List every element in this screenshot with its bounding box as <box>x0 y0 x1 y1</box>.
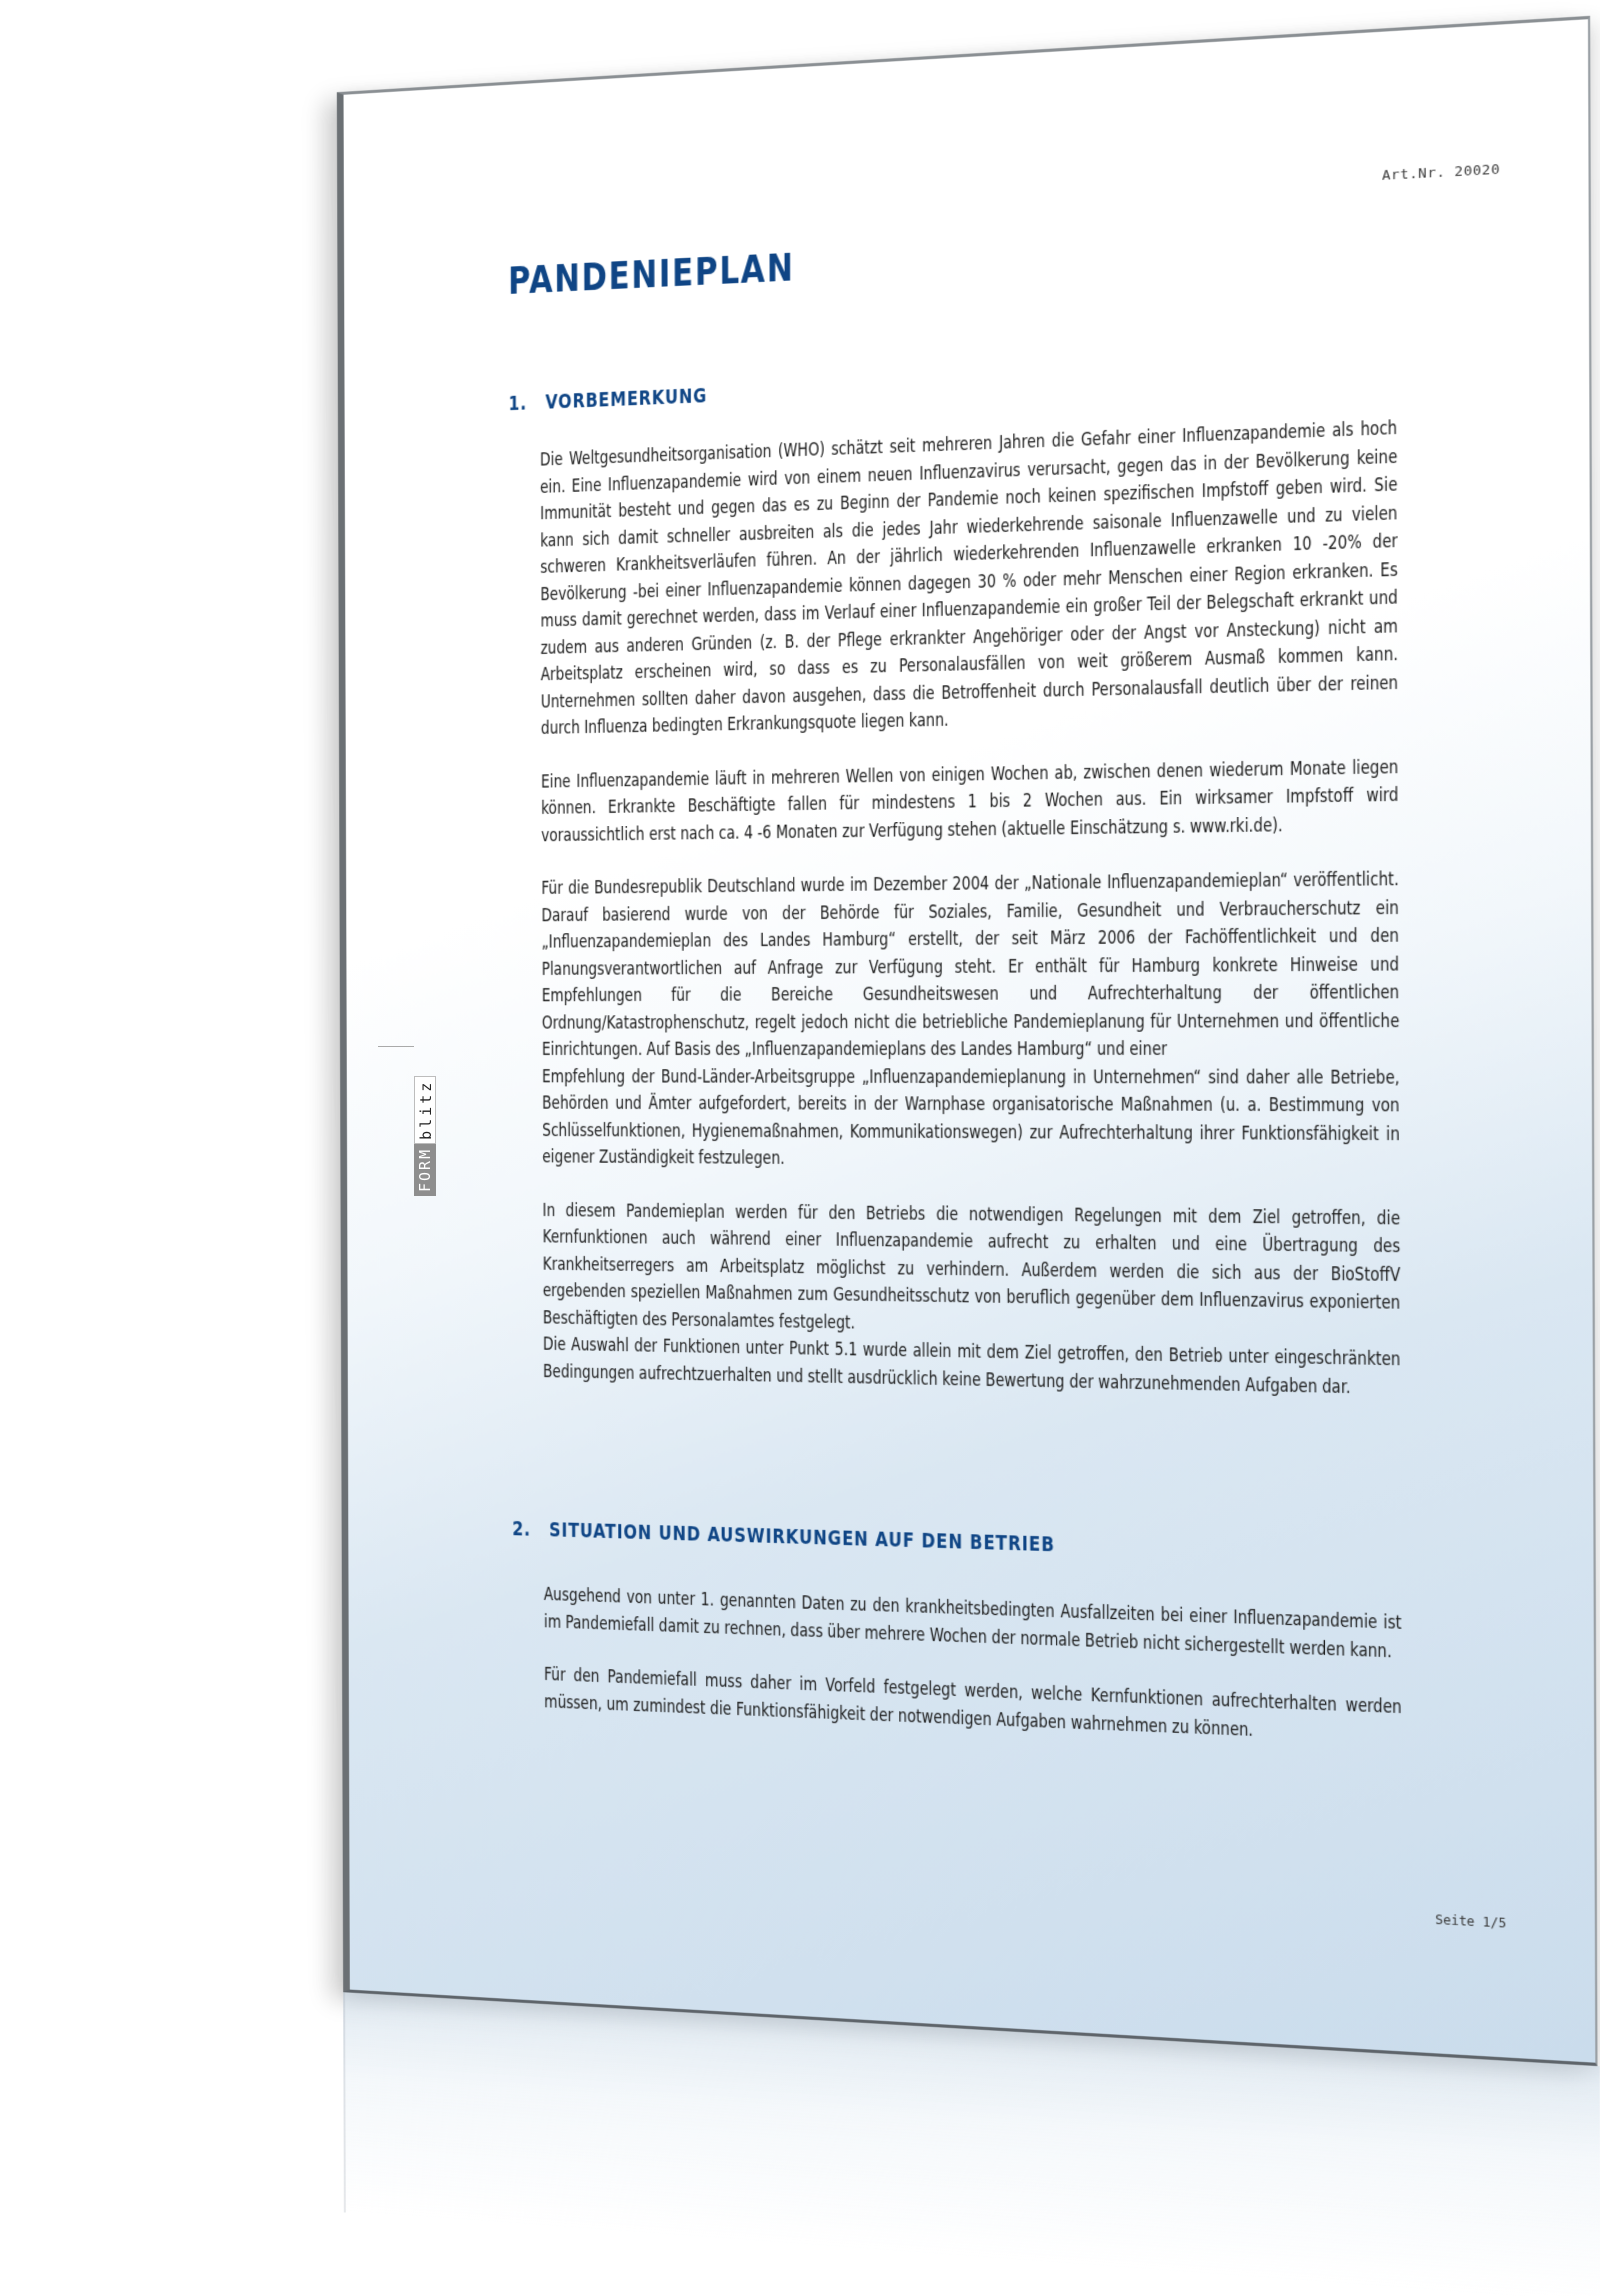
page-indicator: Seite 1/5 <box>1435 1912 1507 1931</box>
section-number: 2. <box>512 1517 531 1541</box>
paragraph: In diesem Pandemieplan werden für den Betriebs die notwendigen Regelungen mit dem Ziel getroffen, die Kernfunktionen auch während einer Influenzapandemie aufrecht zu erhalten und eine Übertragung des Krankheitserregers am Arbeitsplatz möglichst zu verhindern. Außerdem werden die sich aus der BioStoffV ergebenden speziellen Maßnahmen zum Gesundheitsschutz von beruflich gegenüber dem Influenzavirus exponierten Beschäftigten des Personalamtes festgelegt. Die Auswahl der Funktionen unter Punkt 5.1 wurde allein mit dem Ziel getroffen, den Betrieb unter eingeschränkten Bedingungen aufrechtzuerhalten und stellt ausdrücklich keine Bewertung der wahrzunehmenden Aufgaben dar. <box>542 1200 1401 1398</box>
section-heading-2 <box>512 1518 1055 1557</box>
section-1-body <box>540 415 1401 1431</box>
logo-form-text: FORM <box>414 1144 436 1196</box>
paragraph: Für den Pandemiefall muss daher im Vorfeld festgelegt werden, welche Kernfunktionen aufrechterhalten werden müssen, um zumindest die Funktionsfähigkeit der notwendigen Aufgaben wahrnehmen zu können. <box>544 1664 1402 1741</box>
paragraph: Die Weltgesundheitsorganisation (WHO) schätzt seit mehreren Jahren die Gefahr einer Influenzapandemie als hoch ein. Eine Influenzapandemie wird von einem neuen Influenzavirus verursacht, gegen das in der Bevölkerung keine Immunität besteht und gegen das es zu Beginn der Pandemie noch keinen spezifischen Impfstoff geben wird. Sie kann sich damit schneller ausbreiten als die jedes Jahr wiederkehrende saisonale Influenzawelle und zu vielen schweren Krankheitsverläufen führen. An der jährlich wiederkehrenden Influenzawelle erkranken 10 -20% der Bevölkerung -bei einer Influenzapandemie können dagegen 30 % oder mehr Menschen einer Region erkranken. Es muss damit gerechnet werden, dass im Verlauf einer Influenzapandemie ein großer Teil der Belegschaft erkrankt und zudem aus anderen Gründen (z. B. der Pflege erkrankter Angehöriger oder der Angst vor Ansteckung) nicht am Arbeitsplatz erscheinen wird, so dass es zu Personalausfällen von weit größerem Ausmaß kommen kann. Unternehmen sollten daher davon ausgehen, dass die Betroffenheit durch Personalausfall deutlich über der reinen durch Influenza bedingten Erkrankungsquote liegen kann. <box>539 417 1399 740</box>
paragraph: Ausgehend von unter 1. genannten Daten zu den krankheitsbedingten Ausfallzeiten bei einer Influenzapandemie ist im Pandemiefall damit zu rechnen, dass über mehrere Wochen der normale Betrieb nicht sichergestellt werden kann. <box>543 1584 1402 1663</box>
section-title: VORBEMERKUNG <box>545 384 708 414</box>
section-number: 1. <box>508 392 528 416</box>
section-2-body <box>544 1582 1402 1779</box>
document-page <box>337 16 1598 2066</box>
section-heading-1 <box>508 385 707 415</box>
section-title: SITUATION UND AUSWIRKUNGEN AUF DEN BETRIEB <box>549 1519 1055 1557</box>
article-number: Art.Nr. 20020 <box>1381 161 1501 185</box>
paragraph: Eine Influenzapandemie läuft in mehreren Wellen von einigen Wochen ab, zwischen denen wiederum Monate liegen können. Erkrankte Beschäftigte fallen für mindestens 1 bis 2 Wochen aus. Ein wirksamer Impfstoff wird voraussichtlich erst nach ca. 4 -6 Monaten zur Verfügung stehen (aktuelle Einschätzung s. www.rki.de). <box>541 756 1399 846</box>
document-page-wrapper <box>337 16 1598 2066</box>
logo-blitz-text: blitz <box>414 1076 436 1144</box>
formblitz-logo <box>414 1046 436 1196</box>
document-title: PANDENIEPLAN <box>508 244 795 304</box>
logo-text <box>414 1046 436 1196</box>
paragraph: Für die Bundesrepublik Deutschland wurde im Dezember 2004 der „Nationale Influenzapandemieplan“ veröffentlicht. Darauf basierend wurde von der Behörde für Soziales, Familie, Gesundheit und Verbraucherschutz ein „Influenzapandemieplan des Landes Hamburg“ erstellt, der seit März 2006 der Fachöffentlichkeit und den Planungsverantwortlichen auf Anfrage zur Verfügung steht. Er enthält für Hamburg konkrete Hinweise und Empfehlungen für die Bereiche Gesundheitswesen und Aufrechterhaltung der öffentlichen Ordnung/Katastrophenschutz, regelt jedoch nicht die betriebliche Pandemieplanung für Unternehmen und öffentliche Einrichtungen. Auf Basis des „Influenzapandemieplans des Landes Hamburg“ und einer Empfehlung der Bund-Länder-Arbeitsgruppe „Influenzapandemieplanung in Unternehmen“ sind daher alle Betriebe, Behörden und Ämter aufgefordert, bereits in der Warnphase organisatorische Maßnahmen (u. a. Bestimmung von Schlüsselfunktionen, Hygienemaßnahmen, Kommunikationswegen) zur Aufrechterhaltung ihrer Funktionsfähigkeit in eigener Zuständigkeit festzulegen. <box>541 869 1400 1170</box>
logo-divider-line <box>378 1046 414 1047</box>
